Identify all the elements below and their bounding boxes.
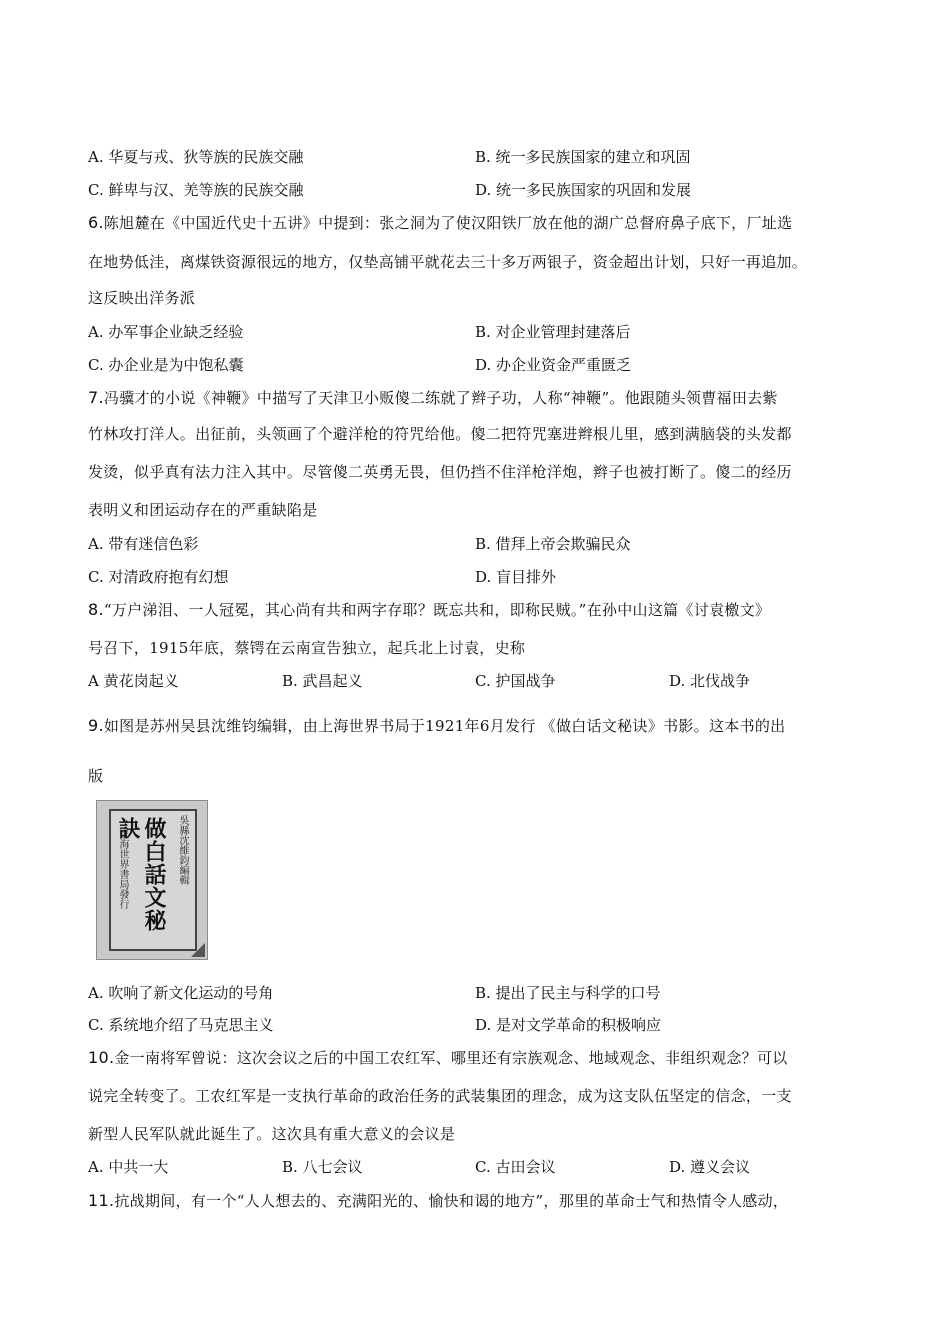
q8-option-a[interactable]: A 黄花岗起义 [88,672,179,690]
q10-option-c[interactable]: C. 古田会议 [475,1158,556,1176]
q7-text-1: 冯骥才的小说《神鞭》中描写了天津卫小贩傻二练就了辫子功，人称“神鞭”。他跟随头领曹福田去紫 [103,389,778,407]
q6-option-c[interactable]: C. 办企业是为中饱私囊 [88,356,244,374]
q9-number: 9. [88,716,104,735]
q6-stem-line-1 [88,210,878,236]
q7-stem-line-1 [88,385,878,411]
q10-option-b[interactable]: B. 八七会议 [282,1158,363,1176]
q11-stem-line-1 [88,1188,878,1214]
q10-text-1: 金一南将军曾说：这次会议之后的中国工农红军、哪里还有宗族观念、地域观念、非组织观念？可以 [114,1049,788,1067]
q5-options-row-1 [88,144,868,170]
q7-stem-line-2: 竹林攻打洋人。出征前，头领画了个避洋枪的符咒给他。傻二把符咒塞进辫根儿里，感到满脑袋的头发都 [88,425,792,443]
q7-option-d[interactable]: D. 盲目排外 [475,568,557,586]
q10-options-row [88,1154,868,1180]
q9-options-row-1 [88,980,868,1006]
q5-option-c[interactable]: C. 鲜卑与汉、羌等族的民族交融 [88,181,304,199]
q5-option-b[interactable]: B. 统一多民族国家的建立和巩固 [475,148,691,166]
q6-number: 6. [88,213,104,232]
q6-option-b[interactable]: B. 对企业管理封建落后 [475,323,631,341]
q9-option-a[interactable]: A. 吹响了新文化运动的号角 [88,984,274,1002]
q6-options-row-2 [88,352,868,378]
q9-text-1: 如图是苏州吴县沈维钧编辑，由上海世界书局于1921年6月发行 《做白话文秘诀》书影。这本书的出 [103,717,786,735]
q7-option-b[interactable]: B. 借拜上帝会欺骗民众 [475,535,631,553]
q7-stem-line-4: 表明义和团运动存在的严重缺陷是 [88,501,318,519]
q10-option-a[interactable]: A. 中共一大 [88,1158,169,1176]
q7-options-row-1 [88,531,868,557]
q10-stem-line-2: 说完全转变了。工农红军是一支执行革命的政治任务的武装集团的理念，成为这支队伍坚定的信念，一支 [88,1087,792,1105]
book-corner-fold [191,943,205,957]
book-cover-frame [109,809,197,951]
q6-option-d[interactable]: D. 办企业资金严重匮乏 [475,356,632,374]
q8-option-d[interactable]: D. 北伐战争 [669,672,751,690]
q11-number: 11. [88,1191,115,1210]
q8-option-b[interactable]: B. 武昌起义 [282,672,363,690]
q8-number: 8. [88,600,104,619]
q9-option-c[interactable]: C. 系统地介绍了马克思主义 [88,1016,274,1034]
q8-stem-line-2: 号召下，1915年底，蔡锷在云南宣告独立，起兵北上讨袁，史称 [88,639,526,657]
q6-text-1: 陈旭麓在《中国近代史十五讲》中提到：张之洞为了使汉阳铁厂放在他的湖广总督府鼻子底下，厂址选 [103,214,793,232]
q5-options-row-2 [88,177,868,203]
q7-options-row-2 [88,564,868,590]
q9-stem-line-1 [88,713,878,739]
book-title: 做白話文秘訣 [115,817,167,932]
q10-stem-line-3: 新型人民军队就此诞生了。这次具有重大意义的会议是 [88,1125,456,1143]
q9-options-row-2 [88,1012,868,1038]
q6-options-row-1 [88,319,868,345]
q8-text-1: “万户涕泪、一人冠冕，其心尚有共和两字存耶？既忘共和，即称民贼。”在孙中山这篇《讨袁檄文》 [103,601,771,619]
book-editor-text: 吳縣沈維鈞編輯 [177,815,188,885]
q8-stem-line-1 [88,597,878,623]
q7-option-c[interactable]: C. 对清政府抱有幻想 [88,568,229,586]
q9-option-b[interactable]: B. 提出了民主与科学的口号 [475,984,661,1002]
q9-stem-line-2: 版 [88,767,104,785]
q10-stem-line-1 [88,1045,878,1071]
q10-option-d[interactable]: D. 遵义会议 [669,1158,751,1176]
q7-number: 7. [88,388,104,407]
q6-option-a[interactable]: A. 办军事企业缺乏经验 [88,323,244,341]
q10-number: 10. [88,1048,115,1067]
q5-option-a[interactable]: A. 华夏与戎、狄等族的民族交融 [88,148,304,166]
q7-stem-line-3: 发烫，似乎真有法力注入其中。尽管傻二英勇无畏，但仍挡不住洋枪洋炮，辫子也被打断了。傻二的经历 [88,463,792,481]
book-publisher-text: 上海世界書局發行 [117,829,128,909]
q11-text-1: 抗战期间，有一个“人人想去的、充满阳光的、愉快和谒的地方”，那里的革命士气和热情令人感动， [114,1192,789,1210]
q7-option-a[interactable]: A. 带有迷信色彩 [88,535,199,553]
q6-stem-line-2: 在地势低洼，离煤铁资源很远的地方，仅垫高铺平就花去三十多万两银子，资金超出计划，只好一再追加。 [88,253,808,271]
q9-option-d[interactable]: D. 是对文学革命的积极响应 [475,1016,662,1034]
q8-option-c[interactable]: C. 护国战争 [475,672,556,690]
book-cover-image [96,800,208,960]
q5-option-d[interactable]: D. 统一多民族国家的巩固和发展 [475,181,692,199]
q6-stem-line-3: 这反映出洋务派 [88,289,196,307]
q8-options-row [88,668,868,694]
